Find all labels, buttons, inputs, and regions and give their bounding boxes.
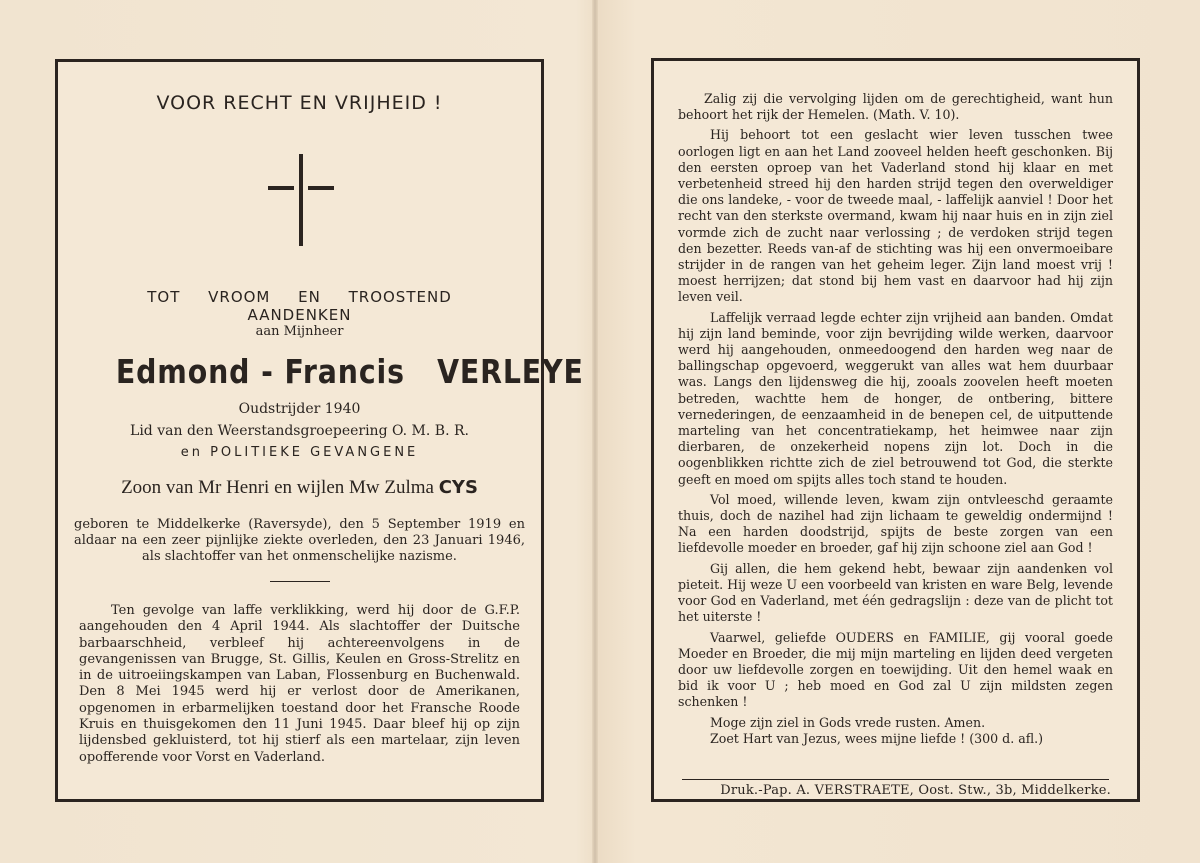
cross-icon [268,154,334,246]
left-page [55,59,584,802]
bible-quote: Zalig zij die vervolging lijden om de gerechtigheid, want hun behoort het rijk der Hemelen. (Math. V. 10). [678,91,1113,123]
right-page [651,58,1140,802]
printer-divider [682,779,1109,780]
title-prisoner: en POLITIEKE GEVANGENE [180,445,419,460]
prayer-line: Moge zijn ziel in Gods vrede rusten. Amen. [710,714,986,730]
motto: VOOR RECHT EN VRIJHEID ! [156,92,443,114]
salutation: aan Mijnheer [255,324,344,339]
right-text [678,91,1113,747]
paragraph-farewell: Vaarwel, geliefde OUDERS en FAMILIE, gij vooral goede Moeder en Broeder, die mij mijn marteling en lijden deed vergeten door uw liefdevolle zorgen en toewijding. Uit den hemel waak en bid ik voor U ; heb moed en God zal U zijn mildsten zegen schenken ! [678,629,1113,710]
printer-credit: Druk.-Pap. A. VERSTRAETE, Oost. Stw., 3b, Middelkerke. [720,783,1111,798]
biography-text: Ten gevolge van laffe verklikking, werd hij door de G.F.P. aangehouden den 4 April 1944. Als slachtoffer der Duitsche barbaarschheid, verbleef hij achtereenvolgens in de gevangenissen van Brugge, St. Gillis, Keulen en Gross-Strelitz en in de uitroeiingskampen van Laban, Flossenburg en Buchenwald. Den 8 Mei 1945 werd hij er verlost door de Amerikanen, opgenomen in erbarmelijken toestand door het Fransche Roode Kruis en thuisgekomen den 11 Juni 1945. Daar bleef hij op zijn lijdensbed gekluisterd, tot hij stierf als een martelaar, zijn leven opofferende voor Vorst en Vaderland. [79,603,520,765]
memory-heading: TOT VROOM EN TROOSTEND AANDENKEN [147,288,452,324]
birth-death-text: geboren te Middelkerke (Raversyde), den 5 September 1919 en aldaar na een zeer pijnlijke ziekte overleden, den 23 Januari 1946, als slachtoffer van het onmenschelijke nazisme. [74,517,525,564]
divider [270,581,330,582]
parents-text: Zoon van Mr Henri en wijlen Mw Zulma [121,477,439,498]
mother-surname: CYS [438,477,478,498]
title-resistance: Lid van den Weerstandsgroepeering O. M. B. R. [130,423,469,439]
paragraph-example: Gij allen, die hem gekend hebt, bewaar zijn aandenken vol pieteit. Hij weze U een voorbeeld van kristen en ware Belg, levende voor God en Vaderland, met één gedragslijn : deze van de plicht tot het uiterste ! [678,560,1113,625]
paragraph-war: Hij behoort tot een geslacht wier leven tusschen twee oorlogen ligt en aan het Land zooveel helden heeft geschonken. Bij den eersten oproep van het Vaderland stond hij klaar en met verbetenheid streed hij den harden strijd tegen den overweldiger die ons landeke, - voor de tweede maal, - laffelijk aanviel ! Door het recht van den sterkste overmand, kwam hij naar huis en in zijn ziel vormde zich de zucht naar verlossing ; de verdoken strijd tegen den bezetter. Reeds van-af de stichting was hij een onvermoeibare strijder in de rangen van het geheim leger. Zijn land moest vrij ! moest herrijzen; dat stond bij hem vast en daarvoor had hij zijn leven veil. [678,127,1113,305]
parents-line [58,477,541,499]
card-fold [592,0,598,863]
indulgence-line: Zoet Hart van Jezus, wees mijne liefde ! (300 d. afl.) [710,730,1044,746]
deceased-name: Edmond - Francis VERLEYE [115,352,584,391]
paragraph-return: Vol moed, willende leven, kwam zijn ontvleeschd geraamte thuis, doch de nazihel had zijn lichaam te geweldig ondermijnd ! Na een harden doodstrijd, spijts de beste zorgen van een liefdevolle moeder en broeder, gaf hij zijn schoone ziel aan God ! [678,491,1113,556]
title-veteran: Oudstrijder 1940 [238,401,361,417]
paragraph-arrest: Laffelijk verraad legde echter zijn vrijheid aan banden. Omdat hij zijn land beminde, voor zijn bevrijding wilde werken, daarvoor werd hij aangehouden, onmeedoogend den harden weg naar de ballingschap opgevoerd, weggerukt van alles wat hem duurbaar was. Langs den lijdensweg die hij, zooals zoovelen heeft moeten betreden, wachtte hem de honger, de ontbering, bittere vernederingen, de eenzaamheid in de benepen cel, de uitputtende marteling van het concentratiekamp, het heimwee naar zijn dierbaren, de onzekerheid nopens zijn lot. Doch in die oogenblikken richtte zich de ziel betrouwend tot God, die sterkte geeft en moed om spijts alles toch stand te houden. [678,309,1113,487]
